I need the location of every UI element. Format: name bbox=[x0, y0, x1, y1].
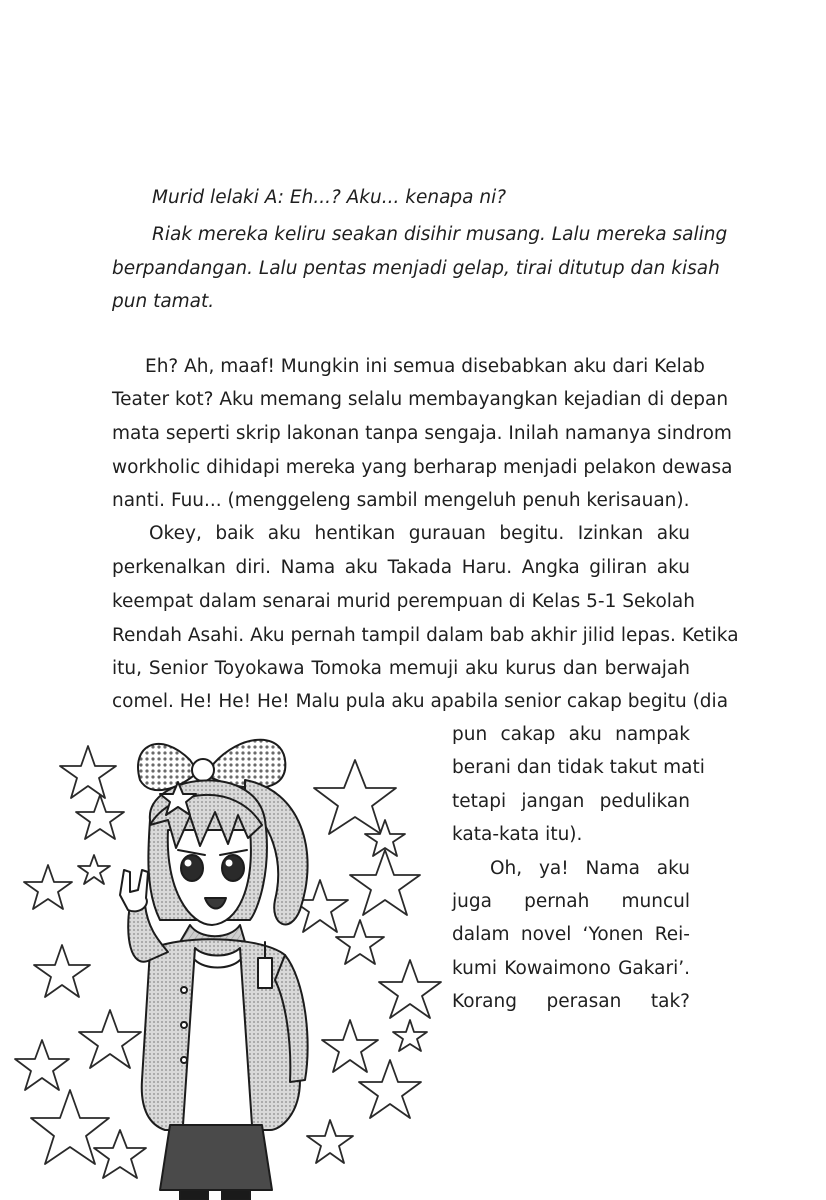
body-line: nanti. Fuu... (menggeleng sambil mengeluh penuh kerisauan). bbox=[112, 490, 690, 511]
body-line: Teater kot? Aku memang selalu membayangkan kejadian di depan bbox=[112, 389, 729, 410]
body-line: comel. He! He! He! Malu pula aku apabila senior cakap begitu (dia bbox=[112, 691, 729, 712]
body-line: itu, Senior Toyokawa Tomoka memuji aku kurus dan berwajah bbox=[112, 658, 690, 679]
body-line: workholic dihidapi mereka yang berharap menjadi pelakon dewasa bbox=[112, 457, 733, 478]
body-line: Korang perasan tak? bbox=[452, 991, 690, 1012]
character-illustration bbox=[0, 720, 452, 1200]
body-line: keempat dalam senarai murid perempuan di Kelas 5-1 Sekolah bbox=[112, 591, 695, 612]
body-line: kata-kata itu). bbox=[452, 824, 583, 845]
body-line: kumi Kowaimono Gakari’. bbox=[452, 958, 690, 979]
narration-line: berpandangan. Lalu pentas menjadi gelap, tirai ditutup dan kisah bbox=[112, 258, 720, 279]
body-line: berani dan tidak takut mati bbox=[452, 757, 705, 778]
body-line: juga pernah muncul bbox=[452, 891, 690, 912]
body-line: Okey, baik aku hentikan gurauan begitu. Izinkan aku bbox=[149, 523, 690, 544]
dialogue-line: Murid lelaki A: Eh...? Aku... kenapa ni? bbox=[152, 187, 507, 208]
body-line: Rendah Asahi. Aku pernah tampil dalam bab akhir jilid lepas. Ketika bbox=[112, 625, 739, 646]
narration-line: Riak mereka keliru seakan disihir musang. Lalu mereka saling bbox=[152, 224, 728, 245]
girl-character bbox=[120, 740, 308, 1200]
narration-line: pun tamat. bbox=[112, 291, 215, 312]
body-line: perkenalkan diri. Nama aku Takada Haru. Angka giliran aku bbox=[112, 557, 690, 578]
body-line: mata seperti skrip lakonan tanpa sengaja. Inilah namanya sindrom bbox=[112, 423, 732, 444]
body-line: pun cakap aku nampak bbox=[452, 724, 690, 745]
body-line: Eh? Ah, maaf! Mungkin ini semua disebabkan aku dari Kelab bbox=[145, 356, 705, 377]
body-line: tetapi jangan pedulikan bbox=[452, 791, 690, 812]
body-line: dalam novel ‘Yonen Rei- bbox=[452, 924, 690, 945]
body-line: Oh, ya! Nama aku bbox=[490, 858, 690, 879]
